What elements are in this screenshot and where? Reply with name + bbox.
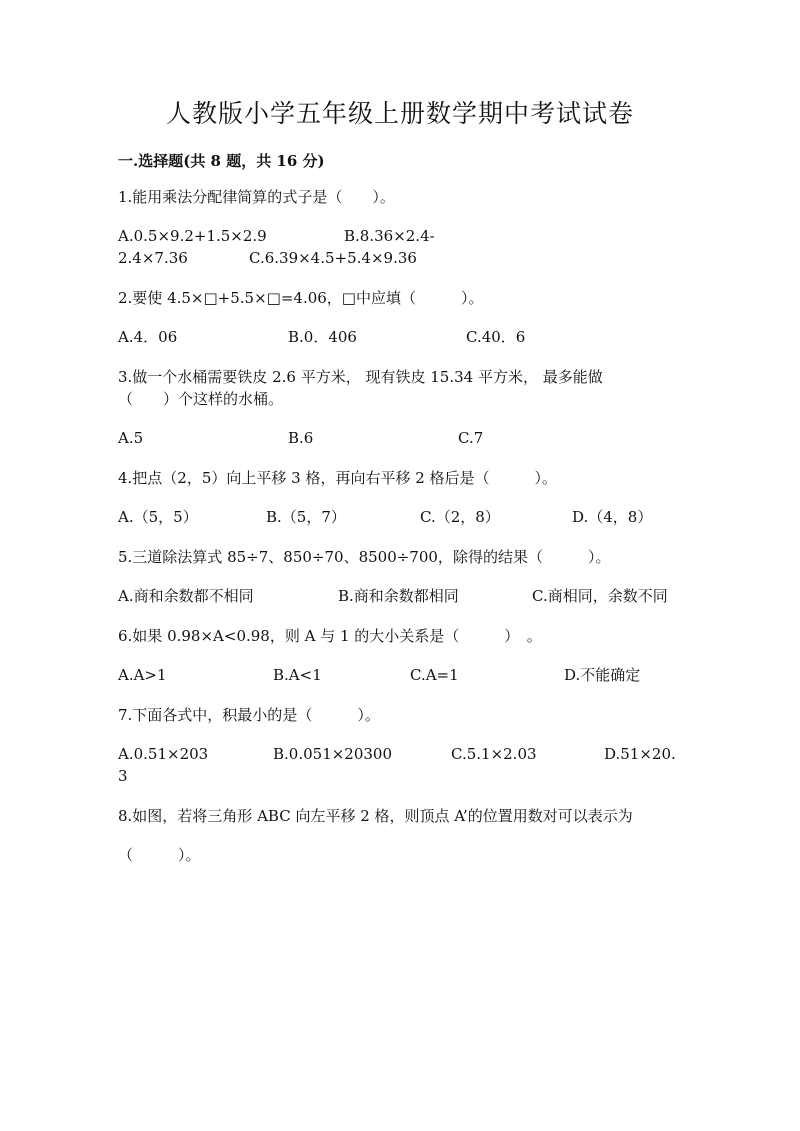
question-4-stem: 4.把点（2，5）向上平移 3 格，再向右平移 2 格后是（ ）。 — [118, 469, 558, 487]
question-7-option-d[interactable]: D.51×20. — [604, 745, 676, 763]
page-title: 人教版小学五年级上册数学期中考试试卷 — [165, 99, 634, 128]
question-2-option-c[interactable]: C.40．6 — [466, 328, 526, 346]
question-1-option-b[interactable]: B.8.36×2.4- — [344, 227, 435, 245]
question-7-options — [118, 743, 688, 765]
question-6-option-b[interactable]: B.A<1 — [273, 666, 322, 684]
question-5-option-b[interactable]: B.商和余数都相同 — [338, 587, 459, 605]
question-3-stem-line-1: 3.做一个水桶需要铁皮 2.6 平方米， 现有铁皮 15.34 平方米， 最多能做 — [118, 368, 603, 386]
question-3-options — [118, 427, 688, 449]
question-7-option-b[interactable]: B.0.051×20300 — [273, 745, 393, 763]
question-2-options — [118, 326, 688, 348]
question-5-stem: 5.三道除法算式 85÷7、850÷70、8500÷700，除得的结果（ ）。 — [118, 548, 611, 566]
question-6-option-c[interactable]: C.A=1 — [410, 666, 459, 684]
question-1-options-row-2 — [118, 247, 688, 269]
question-1-option-a[interactable]: A.0.5×9.2+1.5×2.9 — [118, 227, 267, 245]
question-4-option-c[interactable]: C.（2，8） — [420, 508, 500, 526]
question-1-option-b-continued: 2.4×7.36 — [118, 249, 188, 267]
question-6-option-d[interactable]: D.不能确定 — [564, 666, 641, 684]
question-1-options-row-1 — [118, 225, 688, 247]
question-7-option-a[interactable]: A.0.51×203 — [118, 745, 209, 763]
question-8-stem-line-2: （ ）。 — [118, 846, 201, 864]
question-1-option-c[interactable]: C.6.39×4.5+5.4×9.36 — [249, 249, 417, 267]
question-4-options — [118, 506, 688, 528]
question-6-stem: 6.如果 0.98×A<0.98，则 A 与 1 的大小关系是（ ） 。 — [118, 627, 542, 645]
question-1-stem: 1.能用乘法分配律简算的式子是（ ）。 — [118, 188, 395, 206]
question-4-option-a[interactable]: A.（5，5） — [118, 508, 198, 526]
question-4-option-d[interactable]: D.（4，8） — [572, 508, 653, 526]
question-2-option-b[interactable]: B.0．406 — [288, 328, 357, 346]
question-3-option-c[interactable]: C.7 — [458, 429, 484, 447]
question-6-option-a[interactable]: A.A>1 — [118, 666, 167, 684]
question-2-option-a[interactable]: A.4．06 — [118, 328, 178, 346]
question-5-options — [118, 585, 688, 607]
question-3-option-a[interactable]: A.5 — [118, 429, 144, 447]
section-heading: 一.选择题(共 8 题，共 16 分) — [118, 152, 325, 170]
question-4-option-b[interactable]: B.（5，7） — [266, 508, 346, 526]
question-2-stem: 2.要使 4.5×□+5.5×□=4.06，□中应填（ ）。 — [118, 289, 484, 307]
question-8-stem-line-1: 8.如图，若将三角形 ABC 向左平移 2 格，则顶点 A’的位置用数对可以表示为 — [118, 807, 633, 825]
question-5-option-a[interactable]: A.商和余数都不相同 — [118, 587, 254, 605]
question-3-option-b[interactable]: B.6 — [288, 429, 314, 447]
question-7-option-d-continued: 3 — [118, 767, 128, 785]
question-3-stem-line-2: （ ）个这样的水桶。 — [118, 390, 284, 408]
question-7-stem: 7.下面各式中，积最小的是（ ）。 — [118, 706, 380, 724]
question-7-option-c[interactable]: C.5.1×2.03 — [451, 745, 537, 763]
question-5-option-c[interactable]: C.商相同，余数不同 — [532, 587, 668, 605]
question-6-options — [118, 664, 688, 686]
